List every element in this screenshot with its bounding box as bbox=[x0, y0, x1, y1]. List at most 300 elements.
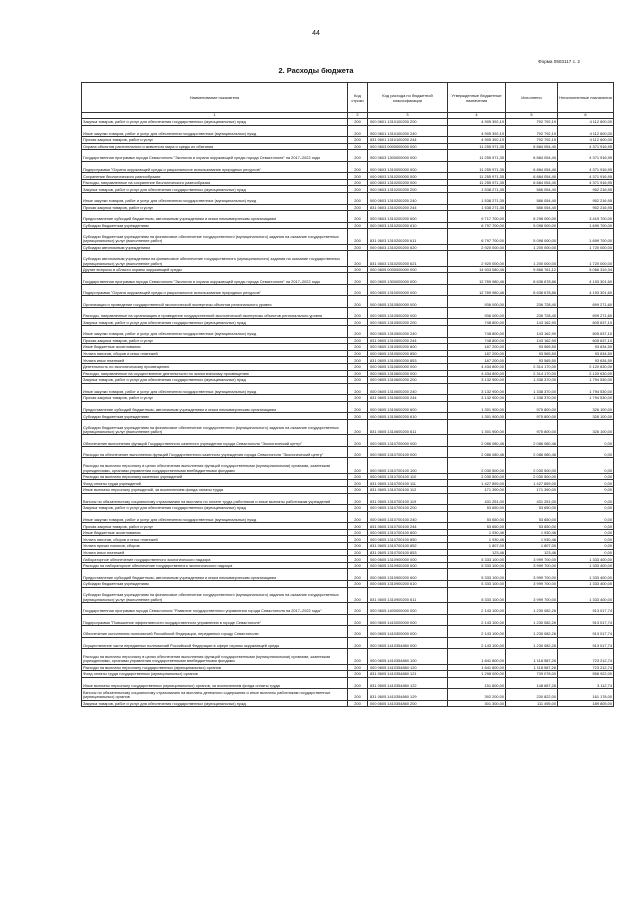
row-kbk: 000 0605 1310900000 000 bbox=[368, 556, 448, 563]
row-kbk: 000 0603 1310200200 620 bbox=[368, 244, 448, 251]
table-row bbox=[82, 569, 614, 581]
row-name: Расходы, направленные на организацию и проведение государственной экологической экспертизы объектов регионального уровня bbox=[82, 307, 348, 319]
row-approved: 748 800,00 bbox=[448, 319, 506, 326]
row-name: Субсидии бюджетным учреждениям на финансовое обеспечение государственного (муниципального) задания на оказание государственных (муниципальных) услуг (выполнение работ) bbox=[82, 229, 348, 245]
row-name: Взносы по обязательному социальному страхованию на выплаты по оплате труда работников и иные выплаты работникам учреждений bbox=[82, 493, 348, 505]
table-row bbox=[82, 614, 614, 626]
row-name: Закупка товаров, работ и услуг для обеспечения государственных (муниципальных) нужд bbox=[82, 119, 348, 126]
row-approved: 2 030 500,00 bbox=[448, 473, 506, 480]
row-kbk: 000 0603 1310000000 000 bbox=[368, 161, 448, 173]
row-line-code: 200 bbox=[348, 562, 368, 569]
table-row bbox=[82, 700, 614, 707]
row-remaining: 4 371 916,95 bbox=[558, 179, 614, 186]
row-approved: 2 920 000,00 bbox=[448, 251, 506, 267]
row-kbk: 831 0605 1310600200 244 bbox=[368, 395, 448, 402]
table-row bbox=[82, 344, 614, 351]
header-name: Наименование показателя bbox=[82, 83, 348, 113]
col-number: 2 bbox=[348, 113, 368, 119]
row-executed: 1 230 082,26 bbox=[506, 603, 558, 615]
row-executed: 6 884 054,40 bbox=[506, 150, 558, 162]
row-kbk: 831 0603 1310200200 621 bbox=[368, 251, 448, 267]
row-executed: 93 565,50 bbox=[506, 357, 558, 364]
table-header bbox=[82, 83, 614, 113]
row-approved: 187 200,00 bbox=[448, 357, 506, 364]
row-name: Государственная программа города Севастополя "Развитие государственного управления города Севастополя на 2017–2022 годы" bbox=[82, 603, 348, 615]
row-remaining: 1 333 400,00 bbox=[558, 580, 614, 587]
row-name: Осуществление части переданных полномочий Российской Федерации в сфере охраны окружающей среды bbox=[82, 637, 348, 649]
row-name: Субсидии автономным учреждениям на финансовое обеспечение государственного (муниципального) задания на оказание государственных (муниципальных) услуг (выполнение работ) bbox=[82, 251, 348, 267]
row-kbk: 000 0605 1310700100 100 bbox=[368, 458, 448, 474]
row-line-code: 200 bbox=[348, 529, 368, 536]
row-remaining: 913 017,74 bbox=[558, 614, 614, 626]
table-row bbox=[82, 284, 614, 296]
row-remaining: 0,00 bbox=[558, 529, 614, 536]
header-executed: Исполнено bbox=[506, 83, 558, 113]
row-executed: 586 054,40 bbox=[506, 186, 558, 193]
row-remaining: 189 805,00 bbox=[558, 700, 614, 707]
row-name: Расходы, направленные на осуществление деятельности по экологическому просвещению bbox=[82, 370, 348, 377]
table-row bbox=[82, 150, 614, 162]
row-name: Закупка товаров, работ и услуг для обеспечения государственных (муниципальных) нужд bbox=[82, 505, 348, 512]
row-remaining: 1 794 530,00 bbox=[558, 383, 614, 395]
row-remaining: 4 112 600,00 bbox=[558, 125, 614, 137]
row-approved: 936 000,00 bbox=[448, 296, 506, 308]
row-approved: 53 650,00 bbox=[448, 505, 506, 512]
row-name: Закупка товаров, работ и услуг для обеспечения государственных (муниципальных) нужд bbox=[82, 377, 348, 384]
row-approved: 9 717 700,00 bbox=[448, 211, 506, 223]
row-kbk: 000 0605 1310600200 240 bbox=[368, 383, 448, 395]
row-executed: 236 728,40 bbox=[506, 307, 558, 319]
row-executed: 2 314 170,00 bbox=[506, 363, 558, 370]
row-remaining: 4 371 916,95 bbox=[558, 150, 614, 162]
header-kbk: Код расхода по бюджетной классификации bbox=[368, 83, 448, 113]
table-row bbox=[82, 307, 614, 319]
row-executed: 1 230 082,26 bbox=[506, 626, 558, 638]
table-row bbox=[82, 487, 614, 494]
row-executed: 1 200 000,00 bbox=[506, 244, 558, 251]
table-row bbox=[82, 511, 614, 523]
row-line-code: 200 bbox=[348, 419, 368, 435]
row-executed: 792 792,19 bbox=[506, 137, 558, 144]
row-line-code: 200 bbox=[348, 179, 368, 186]
row-remaining: 1 794 530,00 bbox=[558, 395, 614, 402]
row-remaining: 699 271,60 bbox=[558, 307, 614, 319]
row-name: Обеспечение выполнения функций Государственного казенного учреждения города Севастополя "Экологический центр" bbox=[82, 435, 348, 447]
row-line-code: 200 bbox=[348, 395, 368, 402]
row-line-code: 200 bbox=[348, 150, 368, 162]
row-name: Лабораторное обеспечение государственного экологического надзора bbox=[82, 556, 348, 563]
row-line-code: 200 bbox=[348, 446, 368, 458]
row-name: Прочая закупка товаров, работ и услуг bbox=[82, 204, 348, 211]
row-line-code: 200 bbox=[348, 319, 368, 326]
row-approved: 748 800,00 bbox=[448, 326, 506, 338]
row-line-code: 200 bbox=[348, 614, 368, 626]
table-row bbox=[82, 587, 614, 603]
row-remaining: 2 120 630,00 bbox=[558, 363, 614, 370]
table-row bbox=[82, 229, 614, 245]
row-kbk: 831 0601 1310100200 244 bbox=[368, 137, 448, 144]
row-approved: 5 333 100,00 bbox=[448, 556, 506, 563]
row-line-code: 200 bbox=[348, 543, 368, 550]
row-line-code: 200 bbox=[348, 536, 368, 543]
row-kbk: 831 0605 1310700100 112 bbox=[368, 487, 448, 494]
row-executed: 143 162,90 bbox=[506, 337, 558, 344]
row-kbk: 000 0605 1310600200 200 bbox=[368, 377, 448, 384]
row-kbk: 000 0605 1410354860 200 bbox=[368, 700, 448, 707]
table-row bbox=[82, 677, 614, 689]
col-number: 3 bbox=[368, 113, 448, 119]
table-row bbox=[82, 543, 614, 550]
row-kbk: 000 0605 1310500200 800 bbox=[368, 344, 448, 351]
row-kbk: 000 0605 1310700000 000 bbox=[368, 435, 448, 447]
row-approved: 11 255 971,35 bbox=[448, 179, 506, 186]
row-line-code: 200 bbox=[348, 344, 368, 351]
row-name: Расходы, направленные на сохранение биологического разнообразия bbox=[82, 179, 348, 186]
table-row bbox=[82, 649, 614, 665]
row-name: Государственная программа города Севастополя "Экология и охрана окружающей среды города Севастополя" на 2017–2022 годы bbox=[82, 273, 348, 285]
row-executed: 1 427 859,00 bbox=[506, 480, 558, 487]
row-approved: 12 789 980,46 bbox=[448, 273, 506, 285]
row-name: Субсидии автономным учреждениям bbox=[82, 244, 348, 251]
row-line-code: 200 bbox=[348, 307, 368, 319]
row-approved: 11 255 971,35 bbox=[448, 173, 506, 180]
row-executed: 3 999 700,00 bbox=[506, 587, 558, 603]
row-name: Иные выплаты персоналу государственных (муниципальных) органов, за исключением фонда оплаты труда bbox=[82, 677, 348, 689]
row-executed: 53 650,00 bbox=[506, 523, 558, 530]
row-kbk: 000 0603 1310200200 610 bbox=[368, 222, 448, 229]
row-approved: 1 538 271,35 bbox=[448, 193, 506, 205]
row-approved: 187 200,00 bbox=[448, 350, 506, 357]
row-kbk: 000 0605 1410300000 000 bbox=[368, 626, 448, 638]
row-remaining: 3 112,74 bbox=[558, 677, 614, 689]
col-number: 4 bbox=[448, 113, 506, 119]
row-remaining: 0,00 bbox=[558, 435, 614, 447]
row-name: Иные закупки товаров, работ и услуг для обеспечения государственных (муниципальных) нужд bbox=[82, 125, 348, 137]
row-kbk: 000 0605 1400000000 000 bbox=[368, 603, 448, 615]
row-line-code: 200 bbox=[348, 125, 368, 137]
table-row bbox=[82, 549, 614, 556]
row-kbk: 831 0605 1310900200 611 bbox=[368, 587, 448, 603]
row-kbk: 000 0601 1310100200 240 bbox=[368, 125, 448, 137]
row-approved: 1 298 000,00 bbox=[448, 671, 506, 678]
row-line-code: 200 bbox=[348, 244, 368, 251]
row-line-code: 200 bbox=[348, 671, 368, 678]
row-name: Закупка товаров, работ и услуг для обеспечения государственных (муниципальных) нужд bbox=[82, 319, 348, 326]
row-approved: 1 841 800,00 bbox=[448, 649, 506, 665]
row-name: Предоставление субсидий бюджетным, автономным учреждениям и иным некоммерческим организациям bbox=[82, 401, 348, 413]
row-approved: 2 030 500,00 bbox=[448, 458, 506, 474]
row-kbk: 000 0601 1310100200 200 bbox=[368, 119, 448, 126]
row-line-code: 200 bbox=[348, 193, 368, 205]
row-kbk: 000 0603 1310200200 000 bbox=[368, 179, 448, 186]
row-executed: 2 314 170,00 bbox=[506, 370, 558, 377]
row-executed: 2 030 500,00 bbox=[506, 458, 558, 474]
row-line-code: 200 bbox=[348, 377, 368, 384]
row-name: Расходы на лабораторное обеспечение государственного экологического надзора bbox=[82, 562, 348, 569]
table-row bbox=[82, 137, 614, 144]
row-line-code: 200 bbox=[348, 357, 368, 364]
row-remaining: 952 216,95 bbox=[558, 186, 614, 193]
row-line-code: 200 bbox=[348, 186, 368, 193]
row-executed: 1 338 370,00 bbox=[506, 383, 558, 395]
row-approved: 3 132 900,00 bbox=[448, 383, 506, 395]
row-name: Организация и проведение государственной экологической экспертизы объектов регионального уровня bbox=[82, 296, 348, 308]
row-remaining: 0,00 bbox=[558, 480, 614, 487]
row-executed: 53 650,00 bbox=[506, 505, 558, 512]
row-remaining: 1 333 400,00 bbox=[558, 556, 614, 563]
row-kbk: 000 0605 1310500000 000 bbox=[368, 296, 448, 308]
row-executed: 236 728,40 bbox=[506, 296, 558, 308]
row-approved: 1 930,46 bbox=[448, 536, 506, 543]
row-kbk: 000 0605 1310600000 000 bbox=[368, 363, 448, 370]
row-name: Предоставление субсидий бюджетным, автономным учреждениям и иным некоммерческим организациям bbox=[82, 569, 348, 581]
row-remaining: 5 066 319,34 bbox=[558, 266, 614, 273]
table-row bbox=[82, 143, 614, 150]
row-approved: 14 933 080,46 bbox=[448, 266, 506, 273]
row-name: Расходы на выплаты персоналу казенных учреждений bbox=[82, 473, 348, 480]
row-approved: 748 800,00 bbox=[448, 337, 506, 344]
row-approved: 53 650,00 bbox=[448, 523, 506, 530]
row-remaining: 1 794 530,00 bbox=[558, 377, 614, 384]
row-executed: 739 078,00 bbox=[506, 671, 558, 678]
section-title: 2. Расходы бюджета bbox=[278, 66, 354, 75]
row-remaining: 0,00 bbox=[558, 511, 614, 523]
row-approved: 1 930,46 bbox=[448, 529, 506, 536]
table-row bbox=[82, 186, 614, 193]
row-approved: 171 390,00 bbox=[448, 487, 506, 494]
row-name: Уплата прочих налогов, сборов bbox=[82, 543, 348, 550]
row-line-code: 200 bbox=[348, 284, 368, 296]
row-name: Расходы на выплаты персоналу в целях обеспечения выполнения функций государственными (муниципальными) органами, казенными учреждениями, органами управления государственными внебюджетными фондами bbox=[82, 649, 348, 665]
row-approved: 1 841 800,00 bbox=[448, 664, 506, 671]
table-row bbox=[82, 370, 614, 377]
row-name: Обеспечение исполнения полномочий Российской Федерации, переданных городу Севастополю bbox=[82, 626, 348, 638]
row-executed: 143 162,90 bbox=[506, 319, 558, 326]
row-remaining: 605 637,10 bbox=[558, 337, 614, 344]
row-line-code: 200 bbox=[348, 326, 368, 338]
row-approved: 187 200,00 bbox=[448, 344, 506, 351]
row-kbk: 000 0605 1310500200 000 bbox=[368, 307, 448, 319]
row-approved: 1 301 900,00 bbox=[448, 413, 506, 420]
row-remaining: 0,00 bbox=[558, 536, 614, 543]
row-kbk: 831 0605 1310500200 244 bbox=[368, 337, 448, 344]
row-executed: 2 030 500,00 bbox=[506, 473, 558, 480]
table-row bbox=[82, 580, 614, 587]
row-approved: 11 255 971,35 bbox=[448, 150, 506, 162]
row-remaining: 1 333 400,00 bbox=[558, 569, 614, 581]
row-name: Иные бюджетные ассигнования bbox=[82, 344, 348, 351]
row-remaining: 0,00 bbox=[558, 543, 614, 550]
row-remaining: 0,00 bbox=[558, 493, 614, 505]
row-remaining: 326 100,00 bbox=[558, 413, 614, 420]
table-row bbox=[82, 671, 614, 678]
table-row bbox=[82, 395, 614, 402]
row-remaining: 913 017,74 bbox=[558, 626, 614, 638]
row-executed: 93 565,50 bbox=[506, 344, 558, 351]
table-row bbox=[82, 473, 614, 480]
row-line-code: 200 bbox=[348, 603, 368, 615]
row-approved: 1 538 271,35 bbox=[448, 186, 506, 193]
row-kbk: 000 0605 1310600200 000 bbox=[368, 370, 448, 377]
row-executed: 5 098 000,00 bbox=[506, 222, 558, 229]
table-row bbox=[82, 266, 614, 273]
row-kbk: 831 0605 1310600200 611 bbox=[368, 419, 448, 435]
row-remaining: 4 153 301,60 bbox=[558, 273, 614, 285]
row-approved: 4 905 392,19 bbox=[448, 137, 506, 144]
row-remaining: 0,00 bbox=[558, 487, 614, 494]
row-remaining: 1 333 400,00 bbox=[558, 587, 614, 603]
row-executed: 1 230 082,26 bbox=[506, 637, 558, 649]
row-executed: 5 098 000,00 bbox=[506, 229, 558, 245]
table-row bbox=[82, 480, 614, 487]
row-name: Расходы на выплаты персоналу государственных (муниципальных) органов bbox=[82, 664, 348, 671]
row-executed: 975 800,00 bbox=[506, 413, 558, 420]
row-approved: 151 600,00 bbox=[448, 677, 506, 689]
row-executed: 171 390,00 bbox=[506, 487, 558, 494]
row-remaining: 326 100,00 bbox=[558, 419, 614, 435]
table-row bbox=[82, 626, 614, 638]
row-kbk: 000 0605 1310900200 610 bbox=[368, 580, 448, 587]
row-remaining: 723 212,74 bbox=[558, 664, 614, 671]
row-approved: 11 255 971,35 bbox=[448, 143, 506, 150]
table-row bbox=[82, 350, 614, 357]
row-name: Предоставление субсидий бюджетным, автономным учреждениям и иным некоммерческим организациям bbox=[82, 211, 348, 223]
table-row bbox=[82, 222, 614, 229]
row-line-code: 200 bbox=[348, 689, 368, 701]
row-executed: 431 251,00 bbox=[506, 493, 558, 505]
row-line-code: 200 bbox=[348, 370, 368, 377]
row-executed: 2 086 080,46 bbox=[506, 446, 558, 458]
row-kbk: 000 0605 1310700100 200 bbox=[368, 505, 448, 512]
row-line-code: 200 bbox=[348, 173, 368, 180]
row-remaining: 0,00 bbox=[558, 446, 614, 458]
row-kbk: 000 0603 0000000000 000 bbox=[368, 143, 448, 150]
row-line-code: 200 bbox=[348, 480, 368, 487]
row-line-code: 200 bbox=[348, 204, 368, 211]
row-name: Субсидии бюджетным учреждениям на финансовое обеспечение государственного (муниципального) задания на оказание государственных (муниципальных) услуг (выполнение работ) bbox=[82, 587, 348, 603]
row-approved: 936 000,00 bbox=[448, 307, 506, 319]
table-row bbox=[82, 536, 614, 543]
row-name: Субсидии бюджетным учреждениям на финансовое обеспечение государственного (муниципального) задания на оказание государственных (муниципальных) услуг (выполнение работ) bbox=[82, 419, 348, 435]
table-row bbox=[82, 562, 614, 569]
row-remaining: 1 720 000,00 bbox=[558, 244, 614, 251]
row-kbk: 831 0605 1410354860 121 bbox=[368, 671, 448, 678]
row-kbk: 000 0605 1310000000 000 bbox=[368, 284, 448, 296]
row-approved: 6 797 700,00 bbox=[448, 229, 506, 245]
row-kbk: 000 0605 1310900200 600 bbox=[368, 569, 448, 581]
row-kbk: 000 0603 1310200200 600 bbox=[368, 211, 448, 223]
row-executed: 1 118 587,26 bbox=[506, 664, 558, 671]
row-remaining: 605 637,10 bbox=[558, 326, 614, 338]
row-executed: 792 792,19 bbox=[506, 119, 558, 126]
row-name: Уплата иных платежей bbox=[82, 357, 348, 364]
row-executed: 9 866 761,12 bbox=[506, 266, 558, 273]
row-executed: 3 999 700,00 bbox=[506, 562, 558, 569]
row-approved: 431 251,00 bbox=[448, 493, 506, 505]
row-name: Государственная программа города Севастополя "Экология и охрана окружающей среды города Севастополя" на 2017–2022 годы bbox=[82, 150, 348, 162]
row-kbk: 000 0605 1310700100 850 bbox=[368, 536, 448, 543]
row-kbk: 831 0605 1310700100 852 bbox=[368, 543, 448, 550]
row-remaining: 4 153 301,60 bbox=[558, 284, 614, 296]
row-executed: 6 884 054,40 bbox=[506, 179, 558, 186]
table-row bbox=[82, 556, 614, 563]
row-kbk: 831 0603 1310200200 611 bbox=[368, 229, 448, 245]
row-remaining: 952 216,95 bbox=[558, 193, 614, 205]
row-executed: 3 999 700,00 bbox=[506, 580, 558, 587]
row-kbk: 000 0605 1310700100 110 bbox=[368, 473, 448, 480]
row-approved: 2 086 080,46 bbox=[448, 435, 506, 447]
row-remaining: 0,00 bbox=[558, 523, 614, 530]
row-name: Иные закупки товаров, работ и услуг для обеспечения государственных (муниципальных) нужд bbox=[82, 193, 348, 205]
row-line-code: 200 bbox=[348, 626, 368, 638]
row-executed: 6 884 054,40 bbox=[506, 143, 558, 150]
table-row bbox=[82, 273, 614, 285]
row-executed: 6 884 054,40 bbox=[506, 173, 558, 180]
table-row bbox=[82, 419, 614, 435]
row-kbk: 000 0605 1310900200 000 bbox=[368, 562, 448, 569]
row-approved: 123,46 bbox=[448, 549, 506, 556]
row-executed: 2 086 080,46 bbox=[506, 435, 558, 447]
row-approved: 301 300,00 bbox=[448, 700, 506, 707]
row-line-code: 200 bbox=[348, 383, 368, 395]
row-approved: 2 920 000,00 bbox=[448, 244, 506, 251]
row-name: Уплата иных платежей bbox=[82, 549, 348, 556]
row-remaining: 326 100,00 bbox=[558, 401, 614, 413]
table-row bbox=[82, 377, 614, 384]
row-remaining: 0,00 bbox=[558, 458, 614, 474]
row-remaining: 605 637,10 bbox=[558, 319, 614, 326]
row-name: Охрана объектов растительного и животного мира и среды их обитания bbox=[82, 143, 348, 150]
row-executed: 975 800,00 bbox=[506, 401, 558, 413]
row-executed: 93 565,50 bbox=[506, 350, 558, 357]
table-row bbox=[82, 119, 614, 126]
table-row bbox=[82, 193, 614, 205]
row-kbk: 000 0605 1410354860 120 bbox=[368, 664, 448, 671]
table-row bbox=[82, 603, 614, 615]
col-number: 1 bbox=[82, 113, 348, 119]
row-kbk: 831 0605 1410354860 122 bbox=[368, 677, 448, 689]
table-row bbox=[82, 435, 614, 447]
row-remaining: 699 271,60 bbox=[558, 296, 614, 308]
row-executed: 1 807,00 bbox=[506, 543, 558, 550]
table-row bbox=[82, 296, 614, 308]
row-executed: 6 884 054,40 bbox=[506, 161, 558, 173]
row-name: Подпрограмма "Охрана окружающей среды и рациональное использование природных ресурсов" bbox=[82, 284, 348, 296]
table-row bbox=[82, 357, 614, 364]
row-name: Взносы по обязательному социальному страхованию на выплаты денежного содержания и иные выплаты работникам государственных (муниципальных) органов bbox=[82, 689, 348, 701]
col-number: 6 bbox=[558, 113, 614, 119]
row-kbk: 831 0605 1310700100 853 bbox=[368, 549, 448, 556]
row-approved: 2 143 100,00 bbox=[448, 626, 506, 638]
row-name: Субсидии бюджетным учреждениям bbox=[82, 222, 348, 229]
row-executed: 1 930,46 bbox=[506, 529, 558, 536]
row-remaining: 93 634,50 bbox=[558, 350, 614, 357]
row-executed: 1 338 370,00 bbox=[506, 377, 558, 384]
row-remaining: 913 017,74 bbox=[558, 637, 614, 649]
row-line-code: 200 bbox=[348, 222, 368, 229]
row-approved: 5 333 100,00 bbox=[448, 569, 506, 581]
row-executed: 1 118 587,26 bbox=[506, 649, 558, 665]
col-number: 5 bbox=[506, 113, 558, 119]
row-remaining: 93 634,50 bbox=[558, 344, 614, 351]
row-kbk: 831 0605 1410354860 129 bbox=[368, 689, 448, 701]
row-executed: 148 687,26 bbox=[506, 677, 558, 689]
row-remaining: 0,00 bbox=[558, 473, 614, 480]
row-kbk: 000 0605 1310500200 200 bbox=[368, 319, 448, 326]
table-row bbox=[82, 179, 614, 186]
row-approved: 392 200,00 bbox=[448, 689, 506, 701]
table-row bbox=[82, 211, 614, 223]
